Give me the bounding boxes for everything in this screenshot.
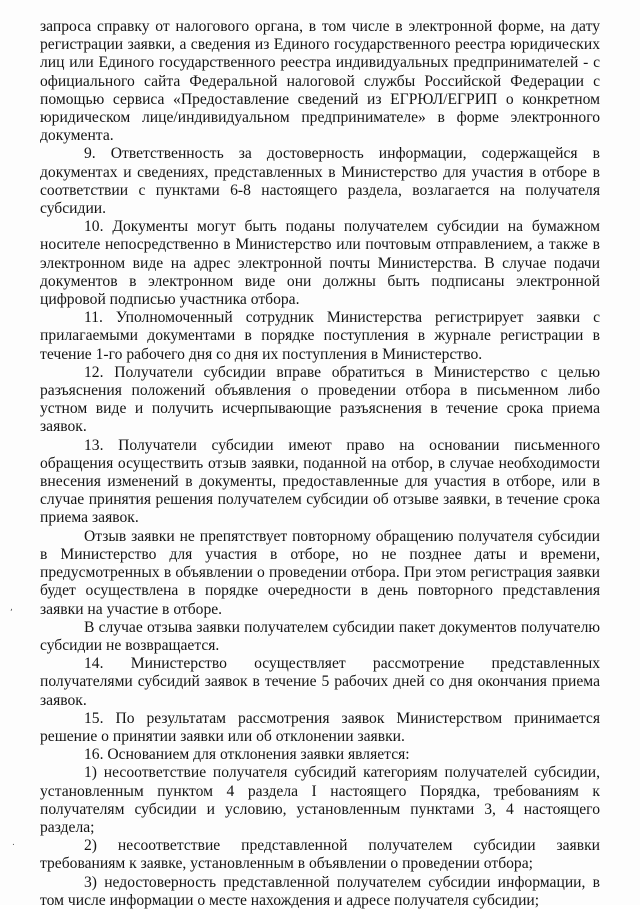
paragraph-withdrawal: Отзыв заявки не препятствует повторному обращению получателя субсидии в Министерство для участия в отборе, но не позднее даты и времени, предусмотренных в объявлении о проведении отбора. При этом регистрация заявки будет осуществлена в порядке очередности в день повторного представления заявки на участие в отборе. <box>40 527 600 618</box>
paragraph-item-15: 15. По результатам рассмотрения заявок Министерством принимается решение о принятии заявки или об отклонении заявки. <box>40 709 600 745</box>
paragraph-item-13: 13. Получатели субсидии имеют право на основании письменного обращения осуществить отзыв заявки, поданной на отбор, в случае необходимости внесения изменений в документы, предоставленные для участия в отборе, или в случае принятия решения получателем субсидии об отзыве заявки, в течение срока приема заявок. <box>40 436 600 527</box>
scan-speck: . <box>12 838 15 848</box>
paragraph-item-11: 11. Уполномоченный сотрудник Министерства регистрирует заявки с прилагаемыми документами в порядке поступления в журнале регистрации в течение 1-го рабочего дня со дня их поступления в Министерство. <box>40 309 600 363</box>
paragraph-continuation: запроса справку от налогового органа, в том числе в электронной форме, на дату регистрации заявки, а сведения из Единого государственного реестра юридических лиц или Единого государственного реестра индивидуальных предпринимателей - с официального сайта Федеральной налоговой службы Российской Федерации с помощью сервиса «Предоставление сведений из ЕГРЮЛ/ЕГРИП о конкретном юридическом лице/индивидуальном предпринимателе» в форме электронного документа. <box>40 18 600 145</box>
paragraph-package-not-returned: В случае отзыва заявки получателем субсидии пакет документов получателю субсидии не возвращается. <box>40 618 600 654</box>
document-body <box>40 18 600 910</box>
paragraph-item-9: 9. Ответственность за достоверность информации, содержащейся в документах и сведениях, представленных в Министерство для участия в отборе в соответствии с пунктами 6-8 настоящего раздела, возлагается на получателя субсидии. <box>40 145 600 218</box>
paragraph-item-12: 12. Получатели субсидии вправе обратиться в Министерство с целью разъяснения положений объявления о проведении отбора в письменном либо устном виде и получить исчерпывающие разъяснения в течение срока приема заявок. <box>40 363 600 436</box>
paragraph-subitem-1: 1) несоответствие получателя субсидий категориям получателей субсидии, установленным пунктом 4 раздела I настоящего Порядка, требованиям к получателям субсидии и условию, установленным пунктами 3, 4 настоящего раздела; <box>40 764 600 836</box>
paragraph-item-16: 16. Основанием для отклонения заявки является: <box>84 746 410 764</box>
paragraph-subitem-3: 3) недостоверность представленной получателем субсидии информации, в том числе информации о месте нахождения и адресе получателя субсидии; <box>40 873 600 909</box>
paragraph-subitem-2: 2) несоответствие представленной получателем субсидии заявки требованиям к заявке, установленным в объявлении о проведении отбора; <box>40 837 600 873</box>
paragraph-item-14: 14. Министерство осуществляет рассмотрение представленных получателями субсидий заявок в течение 5 рабочих дней со дня окончания приема заявок. <box>40 655 600 709</box>
paragraph-item-10: 10. Документы могут быть поданы получателем субсидии на бумажном носителе непосредственно в Министерство или почтовым отправлением, а также в электронном виде на адрес электронной почты Министерства. В случае подачи документов в электронном виде они должны быть подписаны электронной цифровой подписью участника отбора. <box>40 218 600 309</box>
scan-speck: , <box>10 603 13 613</box>
